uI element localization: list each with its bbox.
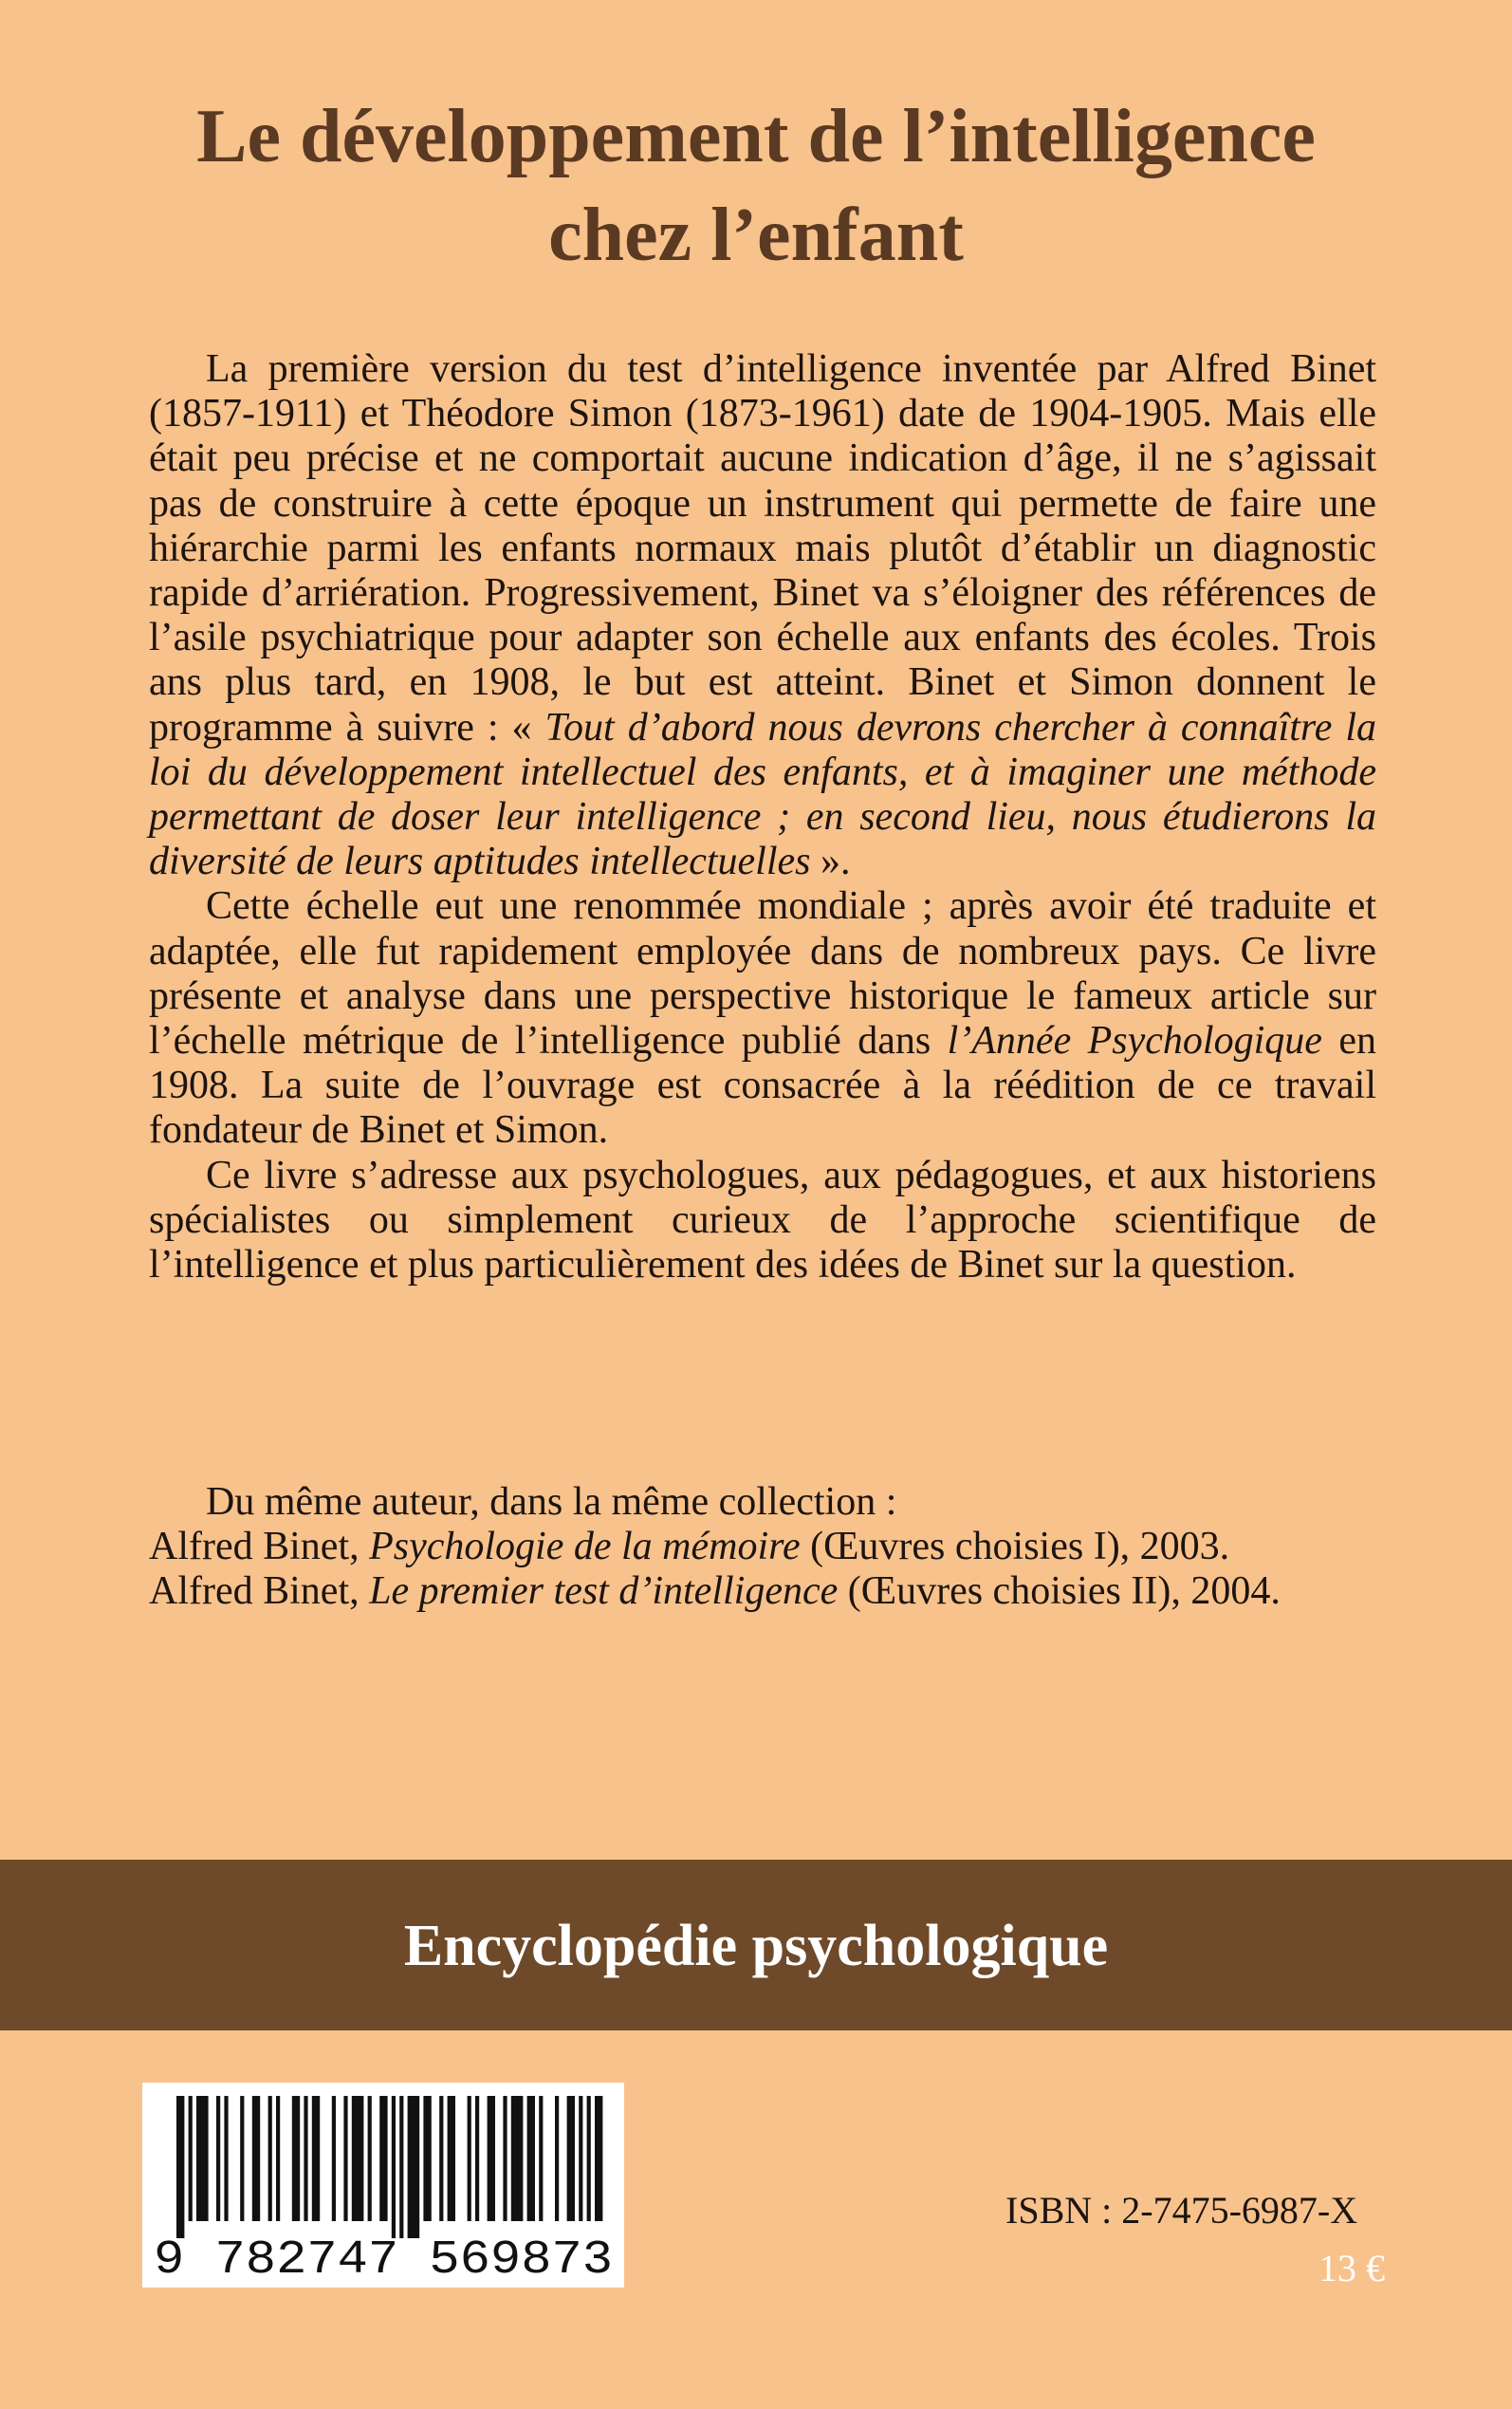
barcode-bar xyxy=(587,2096,591,2221)
barcode-bars xyxy=(176,2096,602,2238)
same-author-entry-1 xyxy=(149,1525,1411,1569)
italic-text-run: l’Année Psychologique xyxy=(947,1019,1322,1064)
barcode-graphic xyxy=(142,2083,624,2288)
description-paragraph-3 xyxy=(149,1154,1376,1288)
text-run: (Œuvres choisies II), 2004. xyxy=(838,1569,1281,1613)
barcode-bar xyxy=(196,2096,209,2221)
barcode-bar xyxy=(488,2096,495,2221)
description-paragraph-1 xyxy=(149,347,1376,884)
barcode-bar xyxy=(368,2096,372,2221)
barcode-bar xyxy=(511,2096,524,2221)
same-author-list xyxy=(149,1480,1411,1614)
book-title-line-1: Le développement de l’intelligence xyxy=(196,95,1316,178)
text-run: ». xyxy=(810,840,851,884)
barcode-bar xyxy=(292,2096,300,2221)
text-run: Ce livre s’adresse aux psychologues, aux pédagogues, et aux historiens spécialistes ou simplement curieux de l’approche scientifique de l’intelligence et plus particulièrement des idées de Binet sur la question. xyxy=(149,1153,1376,1288)
barcode-bar xyxy=(448,2096,455,2221)
barcode-bar xyxy=(176,2096,184,2238)
italic-text-run: Le premier test d’intelligence xyxy=(369,1569,839,1613)
barcode-bar xyxy=(527,2096,535,2221)
barcode-bar xyxy=(539,2096,543,2221)
barcode-bar xyxy=(423,2096,431,2221)
description-paragraph-2 xyxy=(149,884,1376,1153)
text-run: (Œuvres choisies I), 2003. xyxy=(800,1525,1230,1568)
barcode-bar xyxy=(312,2096,320,2221)
barcode-bar xyxy=(268,2096,272,2221)
barcode-bar xyxy=(439,2096,443,2221)
back-cover-description xyxy=(149,347,1376,1288)
italic-text-run: Psychologie de la mémoire xyxy=(369,1525,801,1568)
same-author-entry-2 xyxy=(149,1569,1411,1614)
italic-text-run: Tout d’abord nous devrons chercher à connaître la loi du développement intellectuel des enfants, et à imaginer une méthode permettant de doser leur intelligence ; en second lieu, nous étudierons la diversité de leurs aptitudes intellectuelles xyxy=(149,705,1377,884)
barcode-bar xyxy=(304,2096,307,2221)
barcode-bar xyxy=(224,2096,228,2221)
barcode-bar xyxy=(352,2096,364,2221)
barcode-bar xyxy=(379,2096,387,2221)
barcode-bar xyxy=(240,2096,244,2221)
barcode-bar xyxy=(555,2096,559,2221)
barcode-bar xyxy=(595,2096,602,2221)
barcode-bar xyxy=(216,2096,220,2221)
text-run: Alfred Binet, xyxy=(149,1525,370,1568)
barcode-bar xyxy=(399,2096,403,2238)
price-label: 13 € xyxy=(1318,2247,1385,2289)
text-run: Alfred Binet, xyxy=(149,1569,370,1613)
barcode-bar xyxy=(468,2096,471,2221)
text-run: en 1908. La suite de l’ouvrage est consacrée à la réédition de ce travail fondateur de Binet et Simon. xyxy=(149,1019,1376,1153)
barcode-bar xyxy=(276,2096,280,2221)
collection-band xyxy=(0,1860,1512,2030)
barcode-digits: 9 782747 569873 xyxy=(154,2233,613,2288)
barcode-bar xyxy=(408,2096,420,2238)
barcode-bar xyxy=(252,2096,260,2221)
isbn-number: ISBN : 2-7475-6987-X xyxy=(1005,2189,1358,2232)
collection-name: Encyclopédie psychologique xyxy=(403,1914,1109,1978)
book-title-line-2: chez l’enfant xyxy=(548,194,964,277)
barcode-bar xyxy=(503,2096,507,2221)
barcode xyxy=(142,2083,624,2288)
barcode-bar xyxy=(567,2096,575,2221)
barcode-bar xyxy=(343,2096,347,2221)
barcode-bar xyxy=(392,2096,396,2238)
barcode-bar xyxy=(189,2096,193,2221)
book-title xyxy=(0,87,1512,285)
text-run: Cette échelle eut une renommée mondiale ; après avoir été traduite et adaptée, elle fut rapidement employée dans de nombreux pays. Ce livre présente et analyse dans une perspective historique le fameux article sur l’échelle métrique de l’intelligence publié dans xyxy=(149,884,1376,1064)
barcode-bar xyxy=(579,2096,582,2221)
same-author-intro: Du même auteur, dans la même collection : xyxy=(206,1480,897,1524)
text-run: La première version du test d’intelligence inventée par Alfred Binet (1857-1911) et Théodore Simon (1873-1961) date de 1904-1905. Mais elle était peu précise et ne comportait aucune indication d’âge, il ne s’agissait pas de construire à cette époque un instrument qui permette de faire une hiérarchie parmi les enfants normaux mais plutôt d’établir un diagnostic rapide d’arriération. Progressivement, Binet va s’éloigner des références de l’asile psychiatrique pour adapter son échelle aux enfants des écoles. Trois ans plus tard, en 1908, le but est atteint. Binet et Simon donnent le programme à suivre : « xyxy=(149,347,1376,750)
barcode-bar xyxy=(332,2096,336,2221)
barcode-bar xyxy=(475,2096,479,2221)
